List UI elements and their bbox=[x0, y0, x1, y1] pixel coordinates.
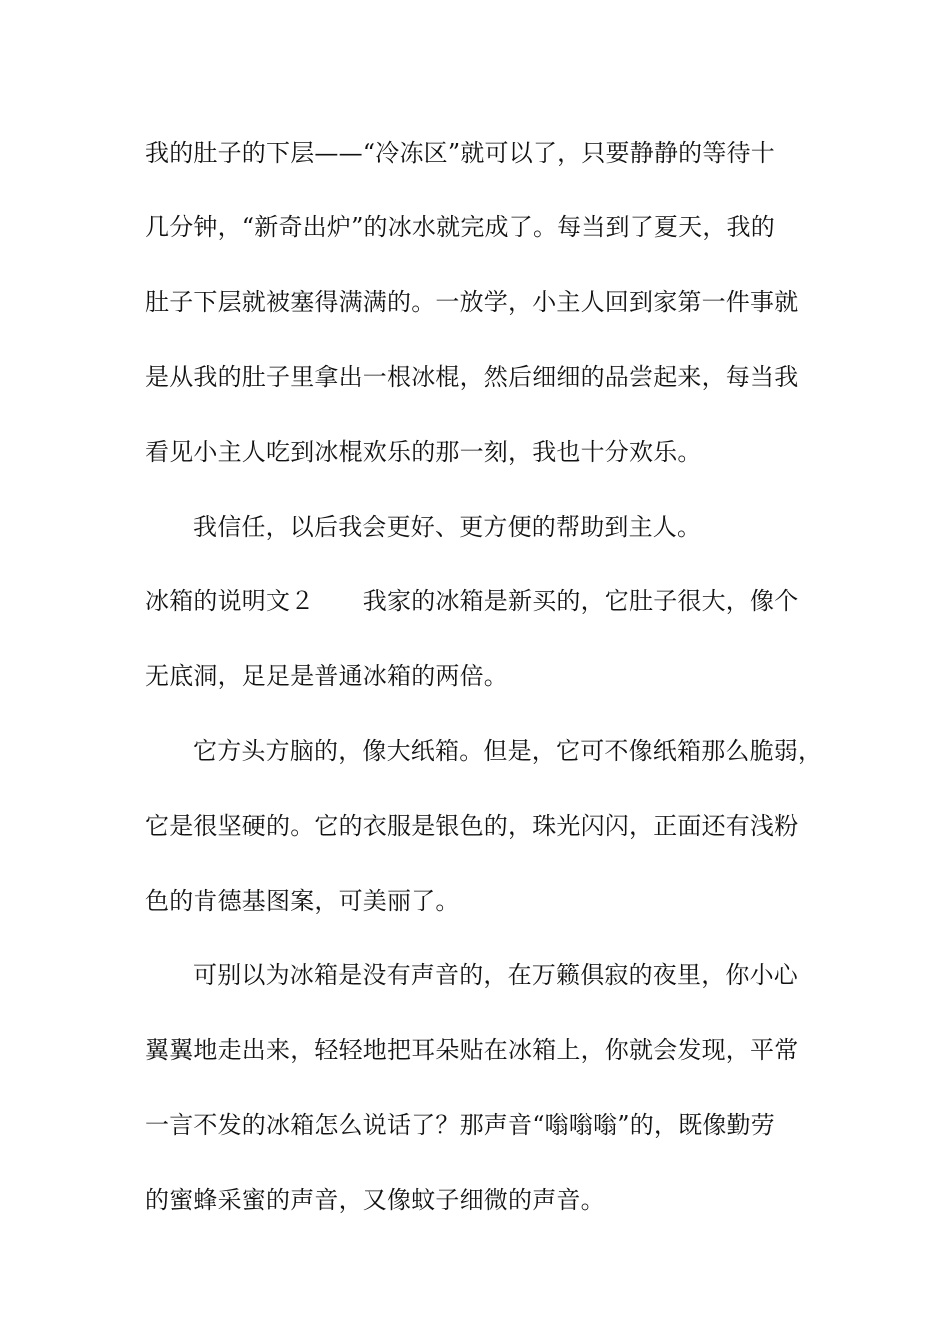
text-line: 无底洞，足足是普通冰箱的两倍。 bbox=[145, 662, 508, 690]
paragraph-first-line: 可别以为冰箱是没有声音的，在万籁俱寂的夜里，你小心 bbox=[193, 961, 798, 989]
paragraph-first-line: 它方头方脑的，像大纸箱。但是，它可不像纸箱那么脆弱， bbox=[193, 737, 823, 765]
text-line: 我的肚子的下层——“冷冻区”就可以了，只要静静的等待十 bbox=[145, 139, 775, 167]
text-line: 它是很坚硬的。它的衣服是银色的，珠光闪闪，正面还有浅粉 bbox=[145, 812, 799, 840]
text-line: 是从我的肚子里拿出一根冰棍，然后细细的品尝起来，每当我 bbox=[145, 363, 799, 391]
text-line: 一言不发的冰箱怎么说话了？那声音“嗡嗡嗡”的，既像勤劳 bbox=[145, 1111, 775, 1139]
text-line: 几分钟，“新奇出炉”的冰水就完成了。每当到了夏天，我的 bbox=[145, 213, 775, 241]
text-line: 翼翼地走出来，轻轻地把耳朵贴在冰箱上，你就会发现，平常 bbox=[145, 1036, 799, 1064]
text-line: 的蜜蜂采蜜的声音，又像蚊子细微的声音。 bbox=[145, 1186, 605, 1214]
paragraph-first-line: 我信任，以后我会更好、更方便的帮助到主人。 bbox=[193, 513, 702, 541]
section-heading-line: 冰箱的说明文２ 我家的冰箱是新买的，它肚子很大，像个 bbox=[145, 587, 799, 615]
text-line: 看见小主人吃到冰棍欢乐的那一刻，我也十分欢乐。 bbox=[145, 438, 702, 466]
text-line: 肚子下层就被塞得满满的。一放学，小主人回到家第一件事就 bbox=[145, 288, 799, 316]
text-line: 色的肯德基图案，可美丽了。 bbox=[145, 887, 460, 915]
